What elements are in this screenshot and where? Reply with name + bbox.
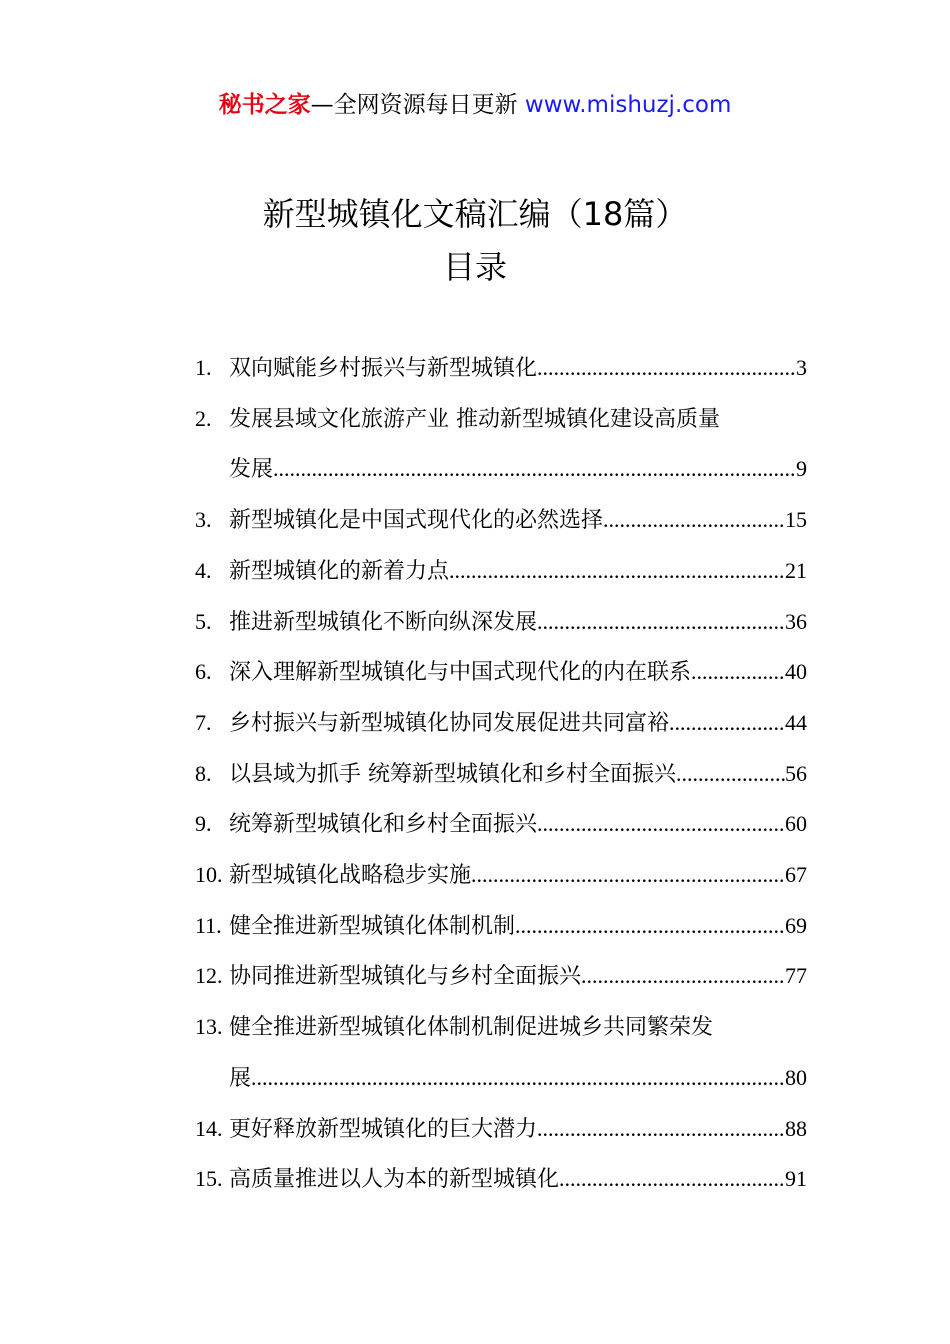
toc-entry-title: 新型城镇化战略稳步实施	[229, 863, 472, 889]
toc-leader-dots	[273, 444, 796, 494]
toc-entry-title: 新型城镇化是中国式现代化的必然选择	[229, 508, 604, 534]
toc-entry-title: 协同推进新型城镇化与乡村全面振兴	[229, 964, 582, 990]
toc-page-number: 56	[785, 760, 807, 786]
toc-entry-number: 13.	[195, 1014, 223, 1040]
toc-entry-number: 3.	[195, 507, 212, 533]
toc-entry-number: 14.	[195, 1115, 223, 1141]
toc-entry[interactable]	[195, 850, 807, 901]
toc-leader-dots	[251, 1053, 785, 1103]
toc-entry-title: 高质量推进以人为本的新型城镇化	[229, 1167, 560, 1193]
toc-leader-dots	[581, 951, 785, 1001]
toc-page-number: 9	[796, 456, 807, 482]
toc-entry-title: 新型城镇化的新着力点	[229, 558, 450, 584]
toc-entry-title: 健全推进新型城镇化体制机制	[229, 913, 516, 939]
toc-entry[interactable]	[195, 901, 807, 952]
toc-entry-number: 2.	[195, 405, 212, 431]
toc-page-number: 40	[785, 659, 807, 685]
toc-page-number: 80	[785, 1064, 807, 1090]
toc-entry[interactable]	[195, 647, 807, 698]
toc-leader-dots	[449, 546, 785, 596]
toc-leader-dots	[537, 597, 785, 647]
toc-entry-number: 6.	[195, 659, 212, 685]
site-header	[0, 88, 950, 122]
toc-entry-number: 8.	[195, 760, 212, 786]
toc-leader-dots	[515, 901, 785, 951]
toc-entry-title: 发展县域文化旅游产业 推动新型城镇化建设高质量	[229, 406, 720, 432]
toc-leader-dots	[559, 1154, 785, 1204]
toc-leader-dots	[471, 850, 785, 900]
toc-page-number: 77	[785, 963, 807, 989]
toc-entry-title: 展	[229, 1065, 252, 1091]
toc-page-number: 3	[796, 355, 807, 380]
toc-page-number: 69	[785, 912, 807, 938]
toc-page-number: 67	[785, 862, 807, 888]
toc-entry-title: 更好释放新型城镇化的巨大潜力	[229, 1116, 538, 1142]
toc-leader-dots	[537, 799, 785, 849]
header-slogan: —全网资源每日更新	[310, 92, 525, 118]
toc-page-number: 44	[785, 709, 807, 735]
toc-entry-number: 15.	[195, 1166, 223, 1192]
toc-heading: 目录	[442, 248, 507, 286]
toc-entry-number: 1.	[195, 355, 212, 380]
toc-leader-dots	[669, 698, 785, 748]
toc-entry[interactable]	[195, 597, 807, 648]
toc-entry-number: 4.	[195, 557, 212, 583]
toc-entry-title: 双向赋能乡村振兴与新型城镇化	[229, 356, 538, 381]
toc-entry[interactable]	[195, 799, 807, 850]
toc-entry-number: 11.	[195, 912, 222, 938]
toc-entry-title: 推进新型城镇化不断向纵深发展	[229, 609, 538, 635]
website-link[interactable]: www.mishuzj.com	[524, 92, 732, 118]
toc-entry-number: 7.	[195, 709, 212, 735]
toc-leader-dots	[676, 749, 785, 799]
toc-page-number: 21	[785, 557, 807, 583]
toc-entry[interactable]	[195, 343, 807, 394]
toc-entry[interactable]	[195, 749, 807, 800]
toc-entry[interactable]	[195, 1002, 807, 1103]
toc-entry[interactable]	[195, 1154, 807, 1205]
toc-page-number: 36	[785, 608, 807, 634]
toc-entry[interactable]	[195, 1104, 807, 1155]
toc-page-number: 91	[785, 1166, 807, 1192]
toc-entry-title: 发展	[229, 457, 274, 483]
toc-page-number: 88	[785, 1115, 807, 1141]
table-of-contents	[195, 343, 807, 1205]
toc-entry[interactable]	[195, 495, 807, 546]
toc-entry-number: 10.	[195, 862, 223, 888]
toc-entry-number: 9.	[195, 811, 212, 837]
toc-page-number: 60	[785, 811, 807, 837]
toc-entry-title: 统筹新型城镇化和乡村全面振兴	[229, 812, 538, 838]
toc-entry[interactable]	[195, 546, 807, 597]
toc-entry-title: 深入理解新型城镇化与中国式现代化的内在联系	[229, 660, 692, 686]
toc-entry[interactable]	[195, 394, 807, 495]
brand-name: 秘书之家	[218, 92, 311, 118]
toc-leader-dots	[603, 495, 785, 545]
toc-leader-dots	[691, 647, 785, 697]
toc-entry[interactable]	[195, 698, 807, 749]
toc-entry-title: 健全推进新型城镇化体制机制促进城乡共同繁荣发	[229, 1015, 714, 1041]
toc-entry-title: 以县域为抓手 统筹新型城镇化和乡村全面振兴	[229, 761, 676, 787]
toc-page-number: 15	[785, 507, 807, 533]
toc-leader-dots	[537, 343, 796, 393]
toc-leader-dots	[537, 1104, 785, 1154]
toc-entry-number: 12.	[195, 963, 223, 989]
toc-entry-number: 5.	[195, 608, 212, 634]
document-title: 新型城镇化文稿汇编（18篇）	[262, 195, 688, 233]
toc-entry-title: 乡村振兴与新型城镇化协同发展促进共同富裕	[229, 710, 670, 736]
toc-entry[interactable]	[195, 951, 807, 1002]
